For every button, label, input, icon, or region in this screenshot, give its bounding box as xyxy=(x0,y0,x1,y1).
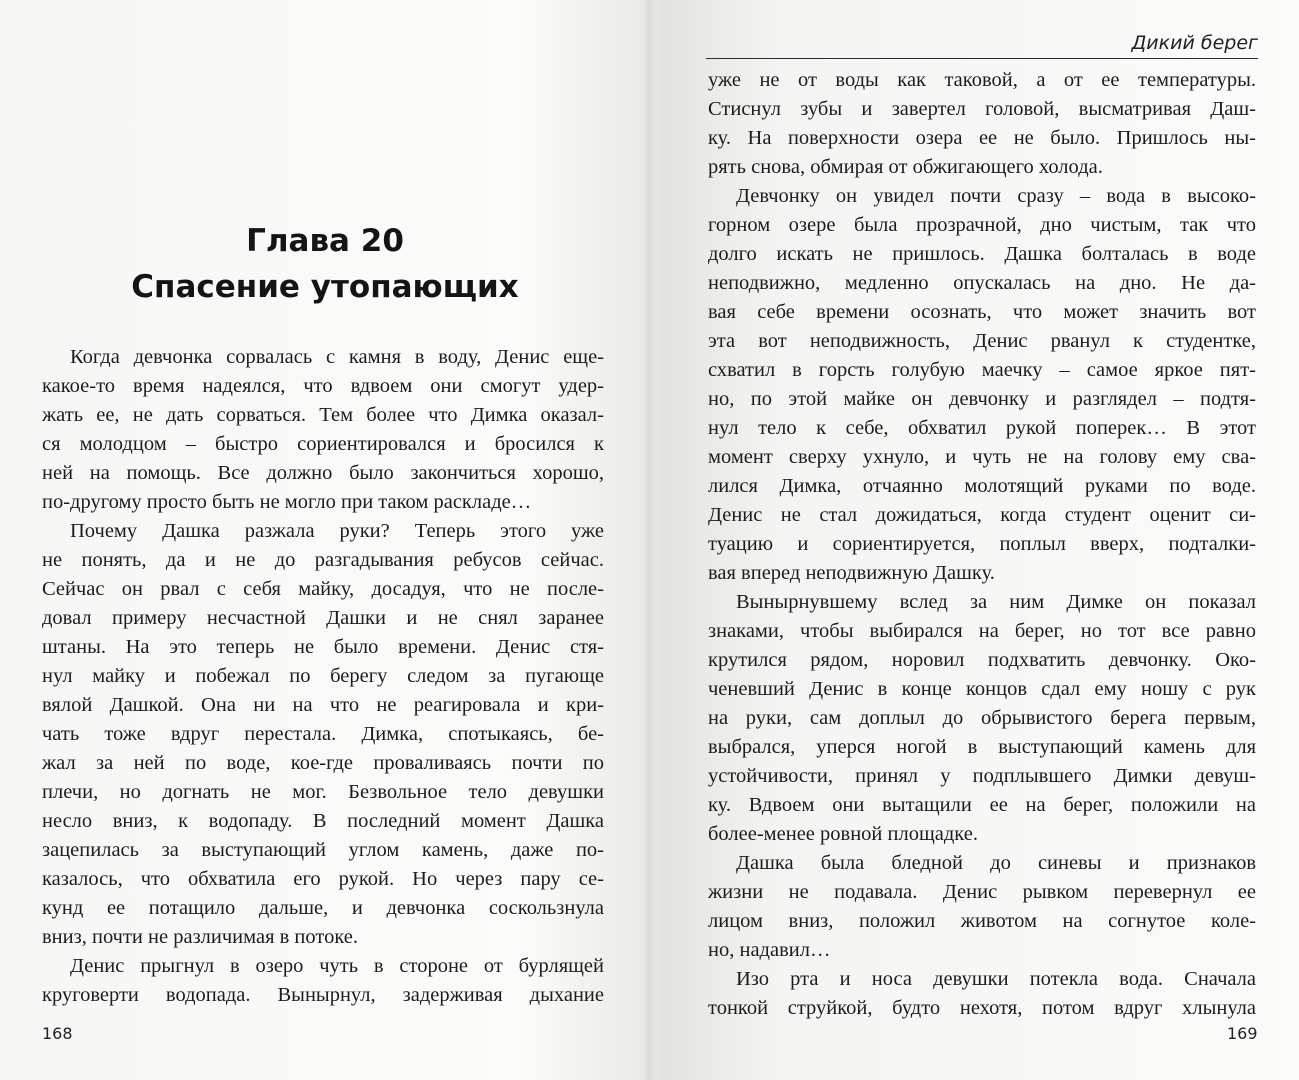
text-line: ку. Вдвоем они вытащили ее на берег, положили на xyxy=(708,794,1256,816)
text-line: Дашка была бледной до синевы и признаков xyxy=(736,852,1256,874)
text-line: чать тоже вдруг перестала. Димка, спотыкаясь, бе- xyxy=(42,723,604,745)
text-line: Денис не стал дожидаться, когда студент оценит си- xyxy=(708,504,1256,526)
text-line: зацепилась за выступающий углом камень, даже по- xyxy=(42,839,604,861)
text-line: знаками, чтобы выбирался на берег, но тот все равно xyxy=(708,620,1256,642)
text-line: нул тело к себе, обхватил рукой поперек… В этот xyxy=(708,417,1256,439)
right-page-text xyxy=(708,66,1256,1023)
text-line: жал за ней по воде, кое-где проваливаясь почти по xyxy=(42,752,604,774)
left-page-text xyxy=(42,343,604,1010)
text-line: но, по этой майке он девчонку и разглядел – подтя- xyxy=(708,388,1256,410)
text-line: Сейчас он рвал с себя майку, досадуя, что не после- xyxy=(42,578,604,600)
text-line: несло вниз, к водопаду. В последний момент Дашка xyxy=(42,810,604,832)
running-head: Дикий берег xyxy=(1131,32,1258,54)
text-line: Стиснул зубы и завертел головой, высматривая Даш- xyxy=(708,98,1256,120)
text-line: выбрался, уперся ногой в выступающий камень для xyxy=(708,736,1256,758)
text-line: нул майку и побежал по берегу следом за пугающе xyxy=(42,665,604,687)
text-line: жизни не подавала. Денис рывком перевернул ее xyxy=(708,881,1256,903)
text-line: штаны. На это теперь не было времени. Денис стя- xyxy=(42,636,604,658)
text-line: Денис прыгнул в озеро чуть в стороне от бурлящей xyxy=(70,955,604,977)
text-line: Вынырнувшему вслед за ним Димке он показал xyxy=(736,591,1256,613)
text-line: долго искать не пришлось. Дашка болталась в воде xyxy=(708,243,1256,265)
page-number-left: 168 xyxy=(42,1024,73,1043)
text-line: ченевший Денис в конце концов сдал ему ношу с рук xyxy=(708,678,1256,700)
chapter-title: Спасение утопающих xyxy=(131,269,519,305)
text-line: по-другому просто быть не могло при таком раскладе… xyxy=(42,491,532,513)
text-line: лился Димка, отчаянно молотящий руками по воде. xyxy=(708,475,1256,497)
text-line: плечи, но догнать не мог. Безвольное тело девушки xyxy=(42,781,604,803)
text-line: эта вот неподвижность, Денис рванул к студентке, xyxy=(708,330,1256,352)
text-line: круговерти водопада. Вынырнул, задерживая дыхание xyxy=(42,984,604,1006)
text-line: схватил в горсть голубую маечку – самое яркое пят- xyxy=(708,359,1256,381)
text-line: уже не от воды как таковой, а от ее температуры. xyxy=(708,69,1256,91)
page-number-right: 169 xyxy=(1227,1024,1258,1043)
text-line: неподвижно, медленно опускалась на дно. Не да- xyxy=(708,272,1256,294)
text-line: ку. На поверхности озера ее не было. Пришлось ны- xyxy=(708,127,1256,149)
text-line: вниз, почти не различимая в потоке. xyxy=(42,926,358,948)
text-line: но, надавил… xyxy=(708,939,831,961)
text-line: кунд ее потащило дальше, и девчонка соскользнула xyxy=(42,897,604,919)
text-line: Девчонку он увидел почти сразу – вода в высоко- xyxy=(736,185,1256,207)
text-line: казалось, что обхватила его рукой. Но через пару се- xyxy=(42,868,604,890)
running-head-rule xyxy=(706,58,1258,59)
text-line: туацию и сориентируется, поплыл вверх, подталки- xyxy=(708,533,1256,555)
text-line: какое-то время надеялся, что вдвоем они смогут удер- xyxy=(42,375,604,397)
text-line: ней на помощь. Все должно было закончиться хорошо, xyxy=(42,462,604,484)
text-line: тонкой струйкой, будто нехотя, потом вдруг хлынула xyxy=(708,997,1256,1019)
text-line: более-менее ровной площадке. xyxy=(708,823,978,845)
text-line: устойчивости, принял у подплывшего Димки девуш- xyxy=(708,765,1256,787)
text-line: жать ее, не дать сорваться. Тем более что Димка оказал- xyxy=(42,404,604,426)
left-page xyxy=(0,0,649,1080)
text-line: вая вперед неподвижную Дашку. xyxy=(708,562,995,584)
text-line: вялой Дашкой. Она ни на что не реагировала и кри- xyxy=(42,694,604,716)
right-page xyxy=(650,0,1299,1080)
text-line: довал примеру несчастной Дашки и не снял заранее xyxy=(42,607,604,629)
text-line: Когда девчонка сорвалась с камня в воду, Денис еще- xyxy=(70,346,604,368)
text-line: лицом вниз, положил животом на согнутое коле- xyxy=(708,910,1256,932)
text-line: горном озере была прозрачной, дно чистым, так что xyxy=(708,214,1256,236)
text-line: крутился рядом, норовил подхватить девчонку. Око- xyxy=(708,649,1256,671)
text-line: вая себе времени осознать, что может значить вот xyxy=(708,301,1256,323)
chapter-number: Глава 20 xyxy=(246,223,404,259)
text-line: не понять, да и не до разгадывания ребусов сейчас. xyxy=(42,549,604,571)
text-line: Изо рта и носа девушки потекла вода. Сначала xyxy=(736,968,1256,990)
text-line: на руки, сам доплыл до обрывистого берега первым, xyxy=(708,707,1256,729)
chapter-heading xyxy=(40,218,610,310)
text-line: Почему Дашка разжала руки? Теперь этого уже xyxy=(70,520,604,542)
text-line: момент сверху ухнуло, и чуть не на голову ему сва- xyxy=(708,446,1256,468)
text-line: ся молодцом – быстро сориентировался и бросился к xyxy=(42,433,604,455)
text-line: рять снова, обмирая от обжигающего холода. xyxy=(708,156,1103,178)
